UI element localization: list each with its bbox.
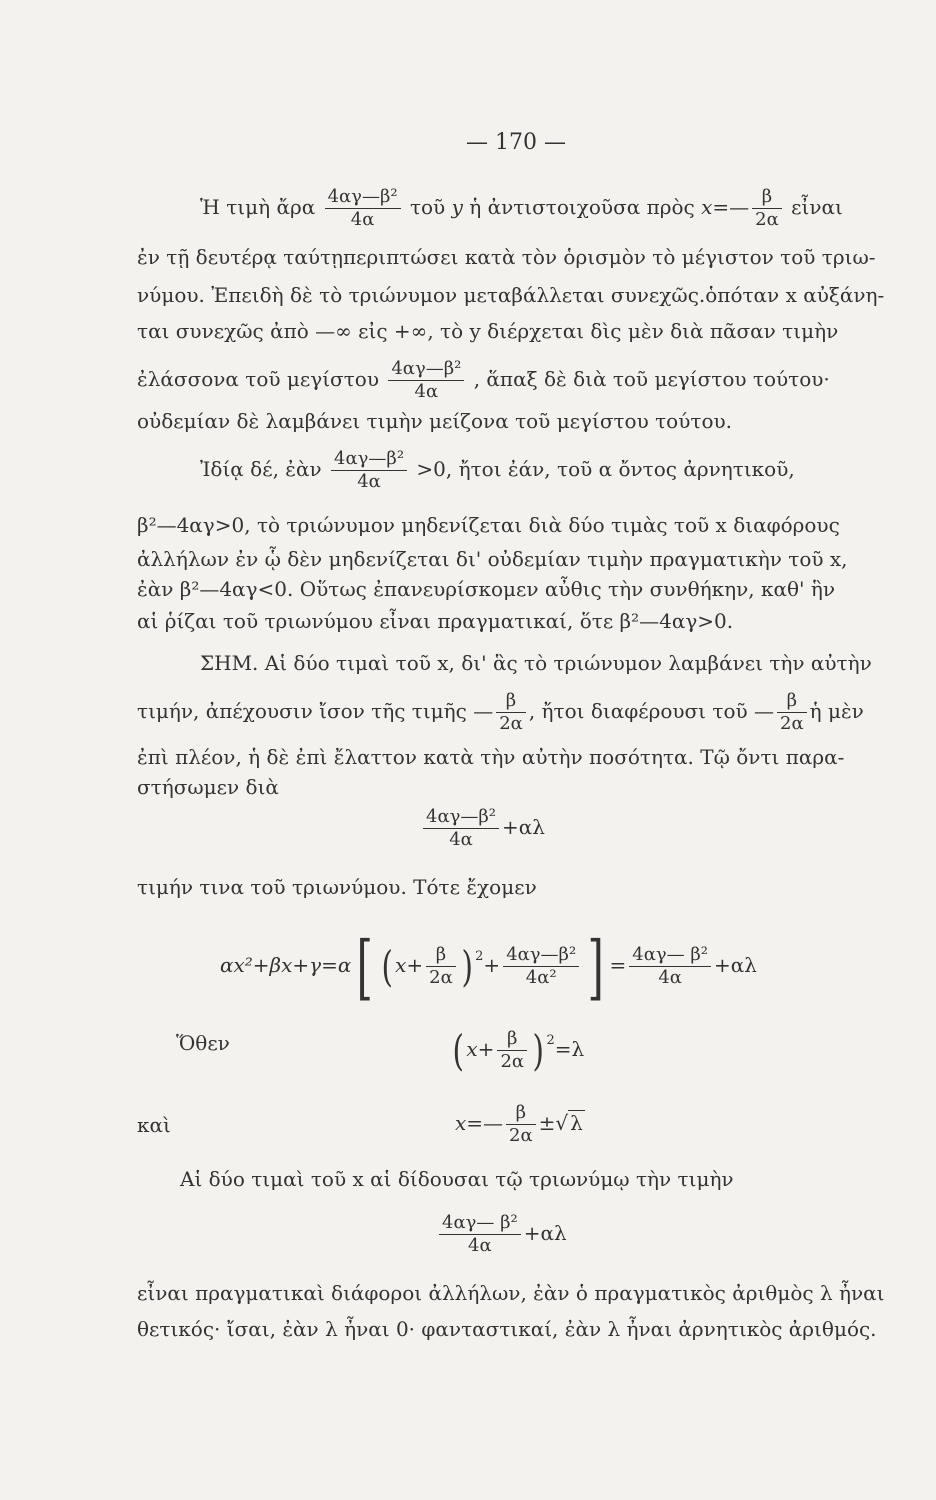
fraction xyxy=(777,690,807,735)
text-line-11: αἱ ῥίζαι τοῦ τριωνύμου εἶναι πραγματικαί, ὅτε β²—4αγ>0. xyxy=(137,609,734,633)
denominator: 2α xyxy=(429,967,453,988)
denominator: 2α xyxy=(780,713,804,734)
text-line-18: εἶναι πραγματικαὶ διάφοροι ἀλλήλων, ἐὰν ὁ πραγματικὸς ἀριθμὸς λ ἦναι xyxy=(137,1281,885,1305)
numerator: β xyxy=(777,690,807,713)
text: Ἰδίᾳ δέ, ἐὰν xyxy=(200,457,322,481)
numerator: 4αγ— β² xyxy=(629,944,711,967)
numerator: β xyxy=(506,1102,536,1125)
text-line-1 xyxy=(200,186,843,231)
denominator: 4α xyxy=(357,471,381,492)
numerator: 4αγ—β² xyxy=(503,944,579,967)
text-line-5 xyxy=(137,358,830,403)
denominator: 4α xyxy=(468,1235,492,1256)
numerator: β xyxy=(497,1028,527,1051)
radicand: λ xyxy=(570,1111,583,1135)
right-bracket-icon: ] xyxy=(587,925,605,1008)
denominator: 4α xyxy=(414,381,439,402)
text: ἡ μὲν xyxy=(809,699,864,723)
equation-1 xyxy=(420,806,545,851)
math-expr: +αλ xyxy=(523,1221,567,1245)
fraction xyxy=(506,1102,536,1147)
text-line-3: νύμου. Ἐπειδὴ δὲ τὸ τριώνυμον μεταβάλλεται συνεχῶς.ὁπόταν x αὐξάνη- xyxy=(137,283,885,307)
text: >0, ἤτοι ἐάν, τοῦ α ὄντος ἀρνητικοῦ, xyxy=(416,457,795,481)
fraction xyxy=(496,690,526,735)
denominator: 2α xyxy=(500,1051,525,1072)
denominator: 2α xyxy=(509,1125,533,1146)
denominator: 4α² xyxy=(525,967,557,988)
fraction xyxy=(439,1212,521,1257)
text-line-4: ται συνεχῶς ἀπὸ —∞ εἰς +∞, τὸ y διέρχεται δὶς μὲν διὰ πᾶσαν τιμὴν xyxy=(137,319,839,343)
equation-5 xyxy=(436,1212,567,1257)
fraction xyxy=(497,1028,527,1073)
text-line-12: ΣΗΜ. Αἱ δύο τιμαὶ τοῦ x, δι' ἃς τὸ τριώνυμον λαμβάνει τὴν αὐτὴν xyxy=(200,651,872,675)
page-number: — 170 — xyxy=(466,130,566,155)
equation-4 xyxy=(455,1098,585,1148)
equation-2 xyxy=(220,922,757,1008)
text-line-8: β²—4αγ>0, τὸ τριώνυμον μηδενίζεται διὰ δύο τιμὰς τοῦ x διαφόρους xyxy=(137,513,840,537)
denominator: 2α xyxy=(499,713,523,734)
math-var: y xyxy=(451,195,463,219)
text-line-19: θετικός· ἴσαι, ἐὰν λ ἦναι 0· φανταστικαί, ἐὰν λ ἦναι ἀρνητικὸς ἀριθμός. xyxy=(137,1317,877,1341)
text-line-17: Αἱ δύο τιμαὶ τοῦ x αἱ δίδουσαι τῷ τριωνύμῳ τὴν τιμὴν xyxy=(180,1167,734,1191)
text-line-16: τιμήν τινα τοῦ τριωνύμου. Τότε ἔχομεν xyxy=(137,875,537,899)
text: τοῦ xyxy=(409,195,446,219)
fraction xyxy=(752,186,782,231)
left-paren-icon: ( xyxy=(452,1025,464,1075)
fraction xyxy=(388,358,464,403)
exponent: 2 xyxy=(546,1033,555,1048)
math-op: = xyxy=(609,953,627,977)
math-expr: x=— xyxy=(455,1111,504,1135)
text: , ἤτοι διαφέρουσι τοῦ — xyxy=(528,699,774,723)
right-paren-icon: ) xyxy=(532,1025,544,1075)
fraction xyxy=(629,944,711,989)
text: ἐλάσσονα τοῦ μεγίστου xyxy=(137,367,379,391)
sqrt-sign: ±√ xyxy=(538,1111,569,1135)
math-op: + xyxy=(483,953,501,977)
numerator: 4αγ—β² xyxy=(331,448,407,471)
denominator: 4α xyxy=(449,829,473,850)
numerator: β xyxy=(426,944,456,967)
math-expr: +αλ xyxy=(502,815,545,839)
right-paren-icon: ) xyxy=(461,941,473,991)
numerator: 4αγ—β² xyxy=(388,358,464,381)
text: , ἅπαξ δὲ διὰ τοῦ μεγίστου τούτου· xyxy=(473,367,830,391)
left-bracket-icon: [ xyxy=(356,925,374,1008)
text-line-2: ἐν τῇ δευτέρᾳ ταύτῃπεριπτώσει κατὰ τὸν ὁρισμὸν τὸ μέγιστον τοῦ τριω- xyxy=(137,245,876,269)
left-paren-icon: ( xyxy=(381,941,393,991)
fraction xyxy=(325,186,401,231)
text: εἶναι xyxy=(791,195,843,219)
kai-label: καὶ xyxy=(137,1113,171,1137)
math-expr: x=— xyxy=(701,195,750,219)
math-expr: αx²+βx+γ=α xyxy=(220,953,352,977)
numerator: 4αγ—β² xyxy=(325,186,401,209)
math-expr: x+ xyxy=(466,1037,495,1061)
denominator: 4α xyxy=(350,209,375,230)
othen-label: Ὅθεν xyxy=(176,1031,230,1055)
numerator: β xyxy=(496,690,526,713)
text-line-15: στήσωμεν διὰ xyxy=(137,775,279,799)
text: τιμήν, ἀπέχουσιν ἴσον τῆς τιμῆς — xyxy=(137,699,494,723)
numerator: 4αγ—β² xyxy=(423,806,499,829)
text-line-9: ἀλλήλων ἐν ᾧ δὲν μηδενίζεται δι' οὐδεμίαν τιμὴν πραγματικὴν τοῦ x, xyxy=(137,547,848,571)
text-line-7 xyxy=(200,448,795,493)
exponent: 2 xyxy=(475,949,484,964)
math-expr: +αλ xyxy=(713,953,757,977)
text-line-13 xyxy=(137,690,864,735)
text-line-10: ἐὰν β²—4αγ<0. Οὕτως ἐπανευρίσκομεν αὖθις τὴν συνθήκην, καθ' ἣν xyxy=(137,577,835,601)
text: Ἡ τιμὴ ἄρα xyxy=(200,195,316,219)
fraction xyxy=(426,944,456,989)
fraction xyxy=(331,448,407,493)
denominator: 2α xyxy=(755,209,779,230)
fraction xyxy=(503,944,579,989)
math-expr: x+ xyxy=(395,953,424,977)
equation-3 xyxy=(450,1016,584,1074)
numerator: 4αγ— β² xyxy=(439,1212,521,1235)
denominator: 4α xyxy=(658,967,682,988)
text-line-6: οὐδεμίαν δὲ λαμβάνει τιμὴν μείζονα τοῦ μεγίστου τούτου. xyxy=(137,409,732,433)
text: ἡ ἀντιστοιχοῦσα πρὸς xyxy=(469,195,695,219)
numerator: β xyxy=(752,186,782,209)
text-line-14: ἐπὶ πλέον, ἡ δὲ ἐπὶ ἔλαττον κατὰ τὴν αὐτὴν ποσότητα. Τῷ ὄντι παρα- xyxy=(137,745,845,769)
math-expr: =λ xyxy=(554,1037,585,1061)
fraction xyxy=(423,806,499,851)
